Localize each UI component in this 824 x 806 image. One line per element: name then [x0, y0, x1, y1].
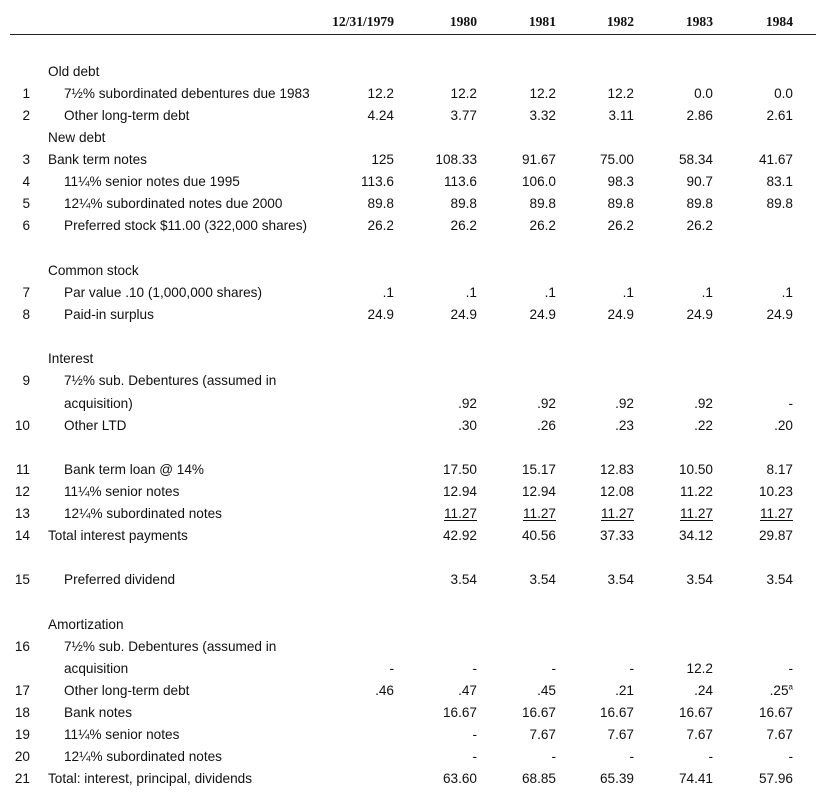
- cell-value: .92: [537, 396, 556, 411]
- cell-value: .1: [465, 285, 477, 300]
- table-row: [0, 196, 824, 218]
- cell-value: .30: [458, 418, 477, 433]
- cell-value: 26.2: [529, 218, 556, 233]
- cell-value: 7.67: [529, 727, 556, 742]
- row-label: Total: interest, principal, dividends: [48, 771, 253, 786]
- row-label: Common stock: [48, 263, 139, 278]
- table-row: [0, 152, 824, 174]
- table-row: [0, 572, 824, 594]
- table-row: [0, 506, 824, 528]
- cell-value: 34.12: [678, 528, 713, 543]
- cell-value: 7.67: [607, 727, 634, 742]
- row-number: 4: [22, 174, 30, 189]
- table-row: [0, 528, 824, 550]
- table-row: [0, 108, 824, 130]
- row-number: 1: [22, 86, 30, 101]
- row-number: 8: [22, 307, 30, 322]
- cell-value: 90.7: [686, 174, 713, 189]
- cell-value: .25$^a$: [769, 682, 793, 698]
- cell-value: 89.8: [686, 196, 713, 211]
- table-row: [0, 749, 824, 771]
- table-row: [0, 418, 824, 440]
- row-number: 9: [22, 373, 30, 388]
- row-label: Other long-term debt: [64, 683, 190, 698]
- table-row: [0, 462, 824, 484]
- table-row: [0, 771, 824, 793]
- cell-value: .45: [537, 683, 556, 698]
- row-number: 11: [15, 462, 30, 477]
- row-number: 10: [14, 418, 30, 433]
- cell-value: 68.85: [521, 771, 556, 786]
- cell-value: -: [551, 749, 556, 764]
- cell-value: 26.2: [686, 218, 713, 233]
- cell-value: 4.24: [367, 108, 394, 123]
- table-row: [0, 285, 824, 307]
- cell-value: .22: [694, 418, 713, 433]
- cell-value: 37.33: [599, 528, 634, 543]
- cell-value: 2.61: [766, 108, 793, 123]
- table-row: [0, 705, 824, 727]
- table-row: [0, 307, 824, 329]
- cell-value: 24.9: [450, 307, 477, 322]
- cell-value: .23: [615, 418, 634, 433]
- cell-value: -: [708, 749, 713, 764]
- table-row: [0, 661, 824, 683]
- row-label: 11¼% senior notes: [64, 727, 180, 742]
- cell-value: 12.2: [607, 86, 634, 101]
- cell-value: 11.27: [759, 506, 793, 521]
- cell-value: 3.54: [686, 572, 713, 587]
- cell-value: 113.6: [360, 174, 394, 189]
- table-row: [0, 617, 824, 639]
- cell-value: .1: [622, 285, 634, 300]
- cell-value: 12.2: [367, 86, 394, 101]
- row-label: acquisition): [64, 396, 133, 411]
- row-label: Paid-in surplus: [64, 307, 154, 322]
- row-label: Bank term loan @ 14%: [64, 462, 204, 477]
- cell-value: 16.67: [758, 705, 793, 720]
- cell-value: 65.39: [599, 771, 634, 786]
- cell-value: 98.3: [607, 174, 634, 189]
- cell-value: 3.32: [529, 108, 556, 123]
- column-header: 1983: [685, 14, 713, 29]
- cell-value: 12.83: [599, 462, 634, 477]
- table-row: [0, 639, 824, 661]
- row-label: 7½% subordinated debentures due 1983: [64, 86, 310, 101]
- cell-value: 89.8: [766, 196, 793, 211]
- row-label: 11¼% senior notes due 1995: [64, 174, 240, 189]
- cell-value: 0.0: [774, 86, 793, 101]
- cell-value: .20: [774, 418, 793, 433]
- footnote-marker: a: [788, 682, 793, 692]
- cell-value: 11.27: [600, 506, 634, 521]
- cell-value: -: [629, 749, 634, 764]
- cell-value: 24.9: [766, 307, 793, 322]
- cell-value: 74.41: [678, 771, 713, 786]
- row-label: Bank notes: [64, 705, 133, 720]
- column-header: 1982: [606, 14, 634, 29]
- cell-value: .92: [458, 396, 477, 411]
- cell-value: 89.8: [450, 196, 477, 211]
- cell-value: 3.11: [608, 108, 634, 123]
- cell-value: 24.9: [686, 307, 713, 322]
- table-row: [0, 396, 824, 418]
- cell-value: 16.67: [678, 705, 713, 720]
- row-number: 6: [22, 218, 30, 233]
- cell-value: 16.67: [599, 705, 634, 720]
- row-number: 17: [14, 683, 30, 698]
- cell-value: 41.67: [758, 152, 793, 167]
- cell-value: 7.67: [766, 727, 793, 742]
- cell-value: 12.94: [442, 484, 477, 499]
- cell-value: 75.00: [599, 152, 634, 167]
- cell-value: 2.86: [686, 108, 713, 123]
- table-row: [0, 64, 824, 86]
- row-label: Interest: [48, 351, 94, 366]
- cell-value: 63.60: [442, 771, 477, 786]
- table-row: [0, 683, 824, 705]
- cell-value: 26.2: [367, 218, 394, 233]
- row-number: 15: [14, 572, 30, 587]
- row-label: 11¼% senior notes: [64, 484, 180, 499]
- cell-value: .47: [458, 683, 477, 698]
- cell-value: .24: [694, 683, 713, 698]
- row-label: Bank term notes: [48, 152, 147, 167]
- cell-value: .92: [694, 396, 713, 411]
- cell-value: .26: [537, 418, 556, 433]
- cell-value: -: [389, 661, 394, 676]
- row-number: 21: [14, 771, 30, 786]
- row-label: acquisition: [64, 661, 129, 676]
- cell-value: 106.0: [521, 174, 556, 189]
- cell-value: -: [788, 749, 793, 764]
- row-number: 13: [14, 506, 30, 521]
- cell-value: .92: [615, 396, 634, 411]
- cell-value: -: [472, 749, 477, 764]
- cell-value: 7.67: [686, 727, 713, 742]
- cell-value: 58.34: [678, 152, 713, 167]
- row-label: Amortization: [48, 617, 124, 632]
- cell-value: 89.8: [367, 196, 394, 211]
- row-number: 3: [22, 152, 30, 167]
- cell-value: 24.9: [367, 307, 394, 322]
- cell-value: 15.17: [521, 462, 556, 477]
- cell-value: 89.8: [607, 196, 634, 211]
- cell-value: 12.94: [521, 484, 556, 499]
- table-row: [0, 174, 824, 196]
- cell-value: -: [788, 396, 793, 411]
- cell-value: .1: [382, 285, 394, 300]
- cell-value: 11.27: [443, 506, 477, 521]
- cell-value: -: [629, 661, 634, 676]
- cell-value: 10.23: [758, 484, 793, 499]
- row-label: Preferred dividend: [64, 572, 176, 587]
- cell-value: 108.33: [435, 152, 477, 167]
- cell-value: 10.50: [678, 462, 713, 477]
- row-number: 18: [14, 705, 30, 720]
- row-label: 12¼% subordinated notes: [64, 506, 222, 521]
- cell-value: 40.56: [521, 528, 556, 543]
- cell-value: 3.54: [450, 572, 477, 587]
- cell-value: -: [472, 727, 477, 742]
- cell-value: .46: [375, 683, 394, 698]
- cell-value: 26.2: [450, 218, 477, 233]
- cell-value: 125: [371, 152, 394, 167]
- cell-value: 11.27: [522, 506, 556, 521]
- row-label: 12¼% subordinated notes: [64, 749, 222, 764]
- cell-value: 42.92: [442, 528, 477, 543]
- cell-value: .1: [701, 285, 713, 300]
- cell-value: 83.1: [766, 174, 793, 189]
- row-number: 19: [14, 727, 30, 742]
- row-number: 20: [14, 749, 30, 764]
- cell-value: 17.50: [442, 462, 477, 477]
- cell-value: 3.54: [529, 572, 556, 587]
- table-row: [0, 727, 824, 749]
- column-header: 1984: [765, 14, 793, 29]
- cell-value: 16.67: [442, 705, 477, 720]
- row-label: 12¼% subordinated notes due 2000: [64, 196, 283, 211]
- row-number: 14: [14, 528, 30, 543]
- cell-value: -: [472, 661, 477, 676]
- cell-value: 29.87: [758, 528, 793, 543]
- table-row: [0, 130, 824, 152]
- table-row: [0, 218, 824, 240]
- cell-value: 12.2: [450, 86, 477, 101]
- cell-value: .1: [781, 285, 793, 300]
- row-label: 7½% sub. Debentures (assumed in: [64, 373, 277, 388]
- cell-value: 3.54: [607, 572, 634, 587]
- column-header: 1980: [449, 14, 477, 29]
- row-number: 5: [22, 196, 30, 211]
- cell-value: 89.8: [529, 196, 556, 211]
- cell-value: 3.54: [766, 572, 793, 587]
- row-label: Old debt: [48, 64, 100, 79]
- cell-value: 12.2: [686, 661, 713, 676]
- cell-value: .1: [544, 285, 556, 300]
- table-row: [0, 484, 824, 506]
- cell-value: 0.0: [694, 86, 713, 101]
- row-label: New debt: [48, 130, 106, 145]
- cell-value: 12.2: [529, 86, 556, 101]
- row-label: 7½% sub. Debentures (assumed in: [64, 639, 277, 654]
- table-row: [0, 351, 824, 373]
- row-number: 2: [22, 108, 30, 123]
- cell-value: 113.6: [443, 174, 477, 189]
- column-header: 1981: [528, 14, 556, 29]
- cell-value: 24.9: [529, 307, 556, 322]
- cell-value: 11.22: [679, 484, 713, 499]
- cell-value: 57.96: [758, 771, 793, 786]
- cell-value: -: [551, 661, 556, 676]
- row-label: Other long-term debt: [64, 108, 190, 123]
- header-rule: [10, 34, 816, 35]
- cell-value: -: [788, 661, 793, 676]
- cell-value: 8.17: [766, 462, 793, 477]
- row-number: 16: [14, 639, 30, 654]
- cell-value: 3.77: [450, 108, 477, 123]
- table-row: [0, 373, 824, 395]
- row-label: Par value .10 (1,000,000 shares): [64, 285, 262, 300]
- cell-value: 12.08: [599, 484, 634, 499]
- row-label: Total interest payments: [48, 528, 188, 543]
- cell-value: 11.27: [679, 506, 713, 521]
- row-label: Other LTD: [64, 418, 127, 433]
- table-row: [0, 86, 824, 108]
- cell-value: 24.9: [607, 307, 634, 322]
- cell-value: 26.2: [607, 218, 634, 233]
- cell-value: 91.67: [521, 152, 556, 167]
- row-label: Preferred stock $11.00 (322,000 shares): [64, 218, 308, 233]
- cell-value: 16.67: [521, 705, 556, 720]
- row-number: 7: [22, 285, 30, 300]
- table-row: [0, 263, 824, 285]
- column-header: 12/31/1979: [332, 14, 394, 29]
- row-number: 12: [14, 484, 30, 499]
- cell-value: .21: [615, 683, 634, 698]
